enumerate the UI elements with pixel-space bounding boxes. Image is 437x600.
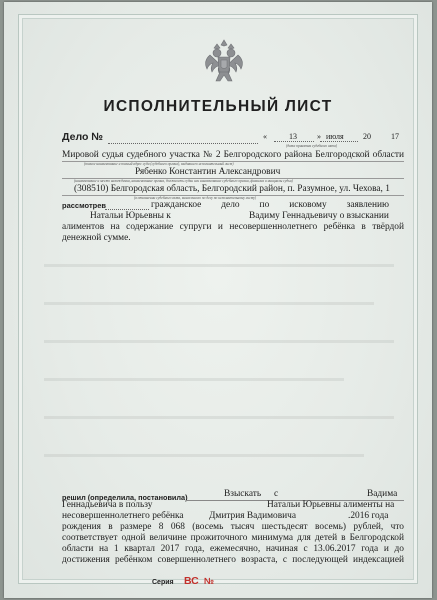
date-day: 13 — [289, 132, 297, 141]
considered-label: рассмотрев — [62, 201, 106, 210]
address-caption: (в отношении судебного акта, вынесенного по делу по исполнительному листу) — [134, 196, 257, 200]
resolution-line-4: рождения в размере 8 068 (восемь тысяч шестьдесят восемь) рублей, что — [62, 522, 404, 532]
case-number-field — [108, 143, 258, 144]
document-title: ИСПОЛНИТЕЛЬНЫЙ ЛИСТ — [103, 98, 333, 115]
faded-text-band — [44, 454, 364, 457]
resolution-line-1c: Вадима — [367, 489, 398, 499]
resolution-line-5: соответствует одной величине прожиточного минимума для детей в Белгородской — [62, 533, 404, 543]
date-year-suffix: 17 — [391, 132, 399, 141]
court-caption: (полное наименование и полный адрес суда (судебного органа), выдавшего исполнительный лист) — [84, 162, 234, 166]
paragraph-1-line-2b: Вадиму Геннадьевичу о взыскании — [249, 211, 389, 221]
faded-text-band — [44, 340, 394, 343]
judge-caption: (наименование и место нахождения, наименование органа, должность судьи или наименование судебного органа, фамилия и инициалы судьи) — [74, 179, 293, 183]
faded-text-band — [44, 302, 374, 305]
series-label: Серия — [152, 579, 174, 586]
resolution-line-6: области на 1 квартал 2017 года, ежемесячно, начиная с 13.06.2017 года и до — [62, 544, 404, 554]
court-address: (308510) Белгородская область, Белгородский район, п. Разумное, ул. Чехова, 1 — [74, 184, 390, 194]
court-name: Мировой судья судебного участка № 2 Белгородского района Белгородской области — [62, 150, 404, 160]
judge-name: Рябенко Константин Александрович — [135, 167, 281, 177]
faded-text-band — [44, 416, 394, 419]
writ-of-execution-page: ИСПОЛНИТЕЛЬНЫЙ ЛИСТ Дело № « 13 » июля 20 17 (дата принятия судебного акта) Мировой судья судебного участка № 2 Белгородского района Белгородской области (полное наименование и полный адрес суда (судебного органа), выдавшего исполнительный лист) Рябенко Константин Александрович (наименование и место нахождения, наименование органа, должность судьи или наименование судебного органа, фамилия и инициалы судьи) (308510) Белгородская область, Белгородский район, п. Разумное, ул. Чехова, 1 (в отношении судебного акта, вынесенного по делу по исполнительному листу) рассмотрев гражданское дело по исковому заявлению Натальи Юрьевны к Вадиму Геннадьевичу о взыскании алиментов на содержание супруги и несовершеннолетнего ребёнка в твёрдой денежной сумме. решил (определила, постановила) Взыскать с Вадима Геннадьевича в пользу Натальи Юрьевны алименты на несовершеннолетнего ребёнка Дмитрия Вадимовича .2016 года рождения в размере 8 068 (восемь тысяч шестьдесят восемь) рублей, что соответствует одной величине прожиточного минимума для детей в Белгородской области на 1 квартал 2017 года, ежемесячно, начиная с 13.06.2017 года и до достижения ребёнком совершеннолетнего возраста, с последующей индексацией Серия ВС № — [4, 2, 432, 598]
resolution-line-3c: .2016 года — [348, 511, 389, 521]
date-month: июля — [326, 132, 344, 141]
faded-text-band — [44, 378, 344, 381]
date-year-prefix: 20 — [363, 132, 371, 141]
paragraph-1-line-2a: Натальи Юрьевны к — [90, 211, 171, 221]
serial-number-sign: № — [204, 576, 215, 586]
paragraph-1-line-4: денежной сумме. — [62, 233, 131, 243]
case-number-label: Дело № — [62, 131, 104, 143]
paragraph-1-line-1: гражданское дело по исковому заявлению — [151, 200, 389, 210]
resolution-line-2a: Геннадьевича в пользу — [62, 500, 153, 510]
resolution-line-3b: Дмитрия Вадимовича — [209, 511, 297, 521]
russian-coat-of-arms-icon — [200, 38, 248, 86]
decision-label: решил (определила, постановила) — [62, 493, 188, 502]
resolution-line-1a: Взыскать — [224, 489, 262, 499]
resolution-line-7: достижения ребёнком совершеннолетнего возраста, с последующей индексацией — [62, 555, 404, 565]
paragraph-1-line-3: алиментов на содержание супруги и несовершеннолетнего ребёнка в твёрдой — [62, 222, 404, 232]
resolution-line-3a: несовершеннолетнего ребёнка — [62, 511, 184, 521]
resolution-line-2b: Натальи Юрьевны алименты на — [267, 500, 395, 510]
series-value: ВС — [184, 575, 199, 587]
date-caption: (дата принятия судебного акта) — [286, 144, 338, 148]
resolution-line-1b: с — [274, 489, 279, 499]
faded-text-band — [44, 264, 394, 267]
